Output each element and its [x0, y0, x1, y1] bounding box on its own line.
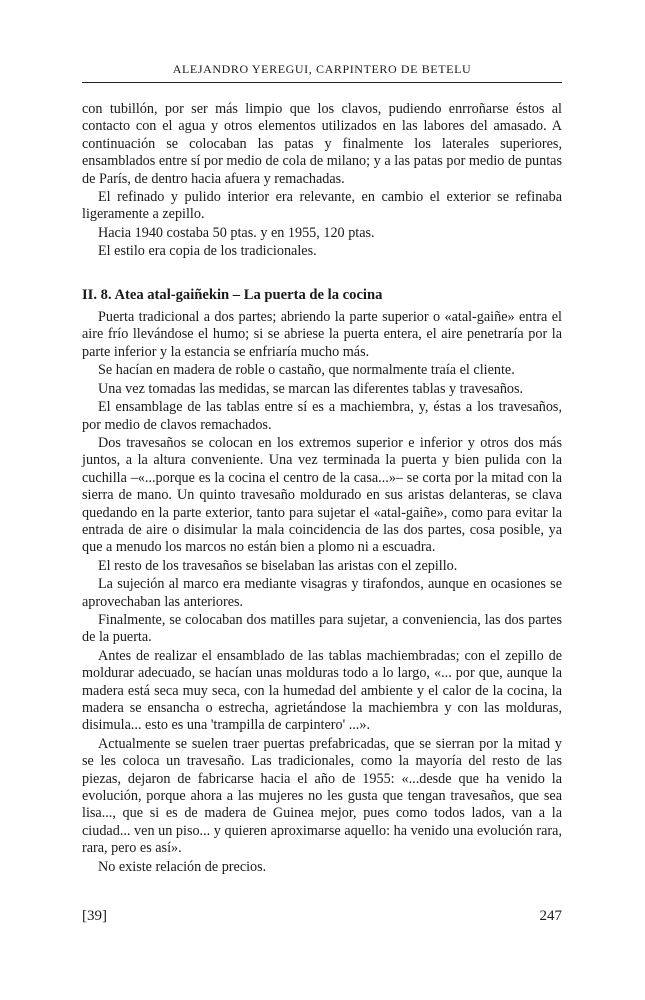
- paragraph: Dos travesaños se colocan en los extremos superior e inferior y otros dos más juntos, a la altura conveniente. Una vez terminada la puerta y bien pulida con la cuchilla –«...porque es la cocina el centro de la casa...»– se corta por la mitad con la sierra de mano. Un quinto travesaño moldurado en sus aristas delanteras, se clava quedando en la parte exterior, tanto para sujetar el «atal-gaiñe», como para evitar la entrada de aire o disimular la mala coincidencia de las dos partes, cosa posible, ya que a menudo los marcos no están bien a plomo ni a escuadra.: [82, 434, 562, 556]
- page: [82, 62, 562, 877]
- paragraph: Hacia 1940 costaba 50 ptas. y en 1955, 120 ptas.: [98, 224, 375, 241]
- paragraph: No existe relación de precios.: [98, 858, 267, 875]
- section-heading: II. 8. Atea atal-gaiñekin – La puerta de la cocina: [82, 286, 383, 303]
- paragraph: Una vez tomadas las medidas, se marcan las diferentes tablas y travesaños.: [98, 380, 524, 397]
- body-text: [82, 101, 562, 876]
- paragraph: El estilo era copia de los tradicionales.: [98, 243, 317, 260]
- running-head: ALEJANDRO YEREGUI, CARPINTERO DE BETELU: [82, 62, 562, 83]
- paragraph: Antes de realizar el ensamblado de las tablas machiembradas; con el zepillo de moldurar adecuado, se hacían unas molduras todo a lo largo, «... por que, aunque la madera está seca muy seca, con la humedad del ambiente y el calor de la cocina, la madera se ensancha o estrecha, agrietándose la machiembra y con las molduras, disimula... esto es una 'trampilla de carpintero' ...».: [82, 647, 562, 734]
- paragraph: Actualmente se suelen traer puertas prefabricadas, que se sierran por la mitad y se les coloca un travesaño. Las tradicionales, como la mayoría del resto de las piezas, dejaron de fabricarse hacia el año de 1955: «...desde que ha venido la evolución, porque ahora a las mujeres no les gusta que tengan travesaños, que sea lisa..., que si es de madera de Guinea mejor, pues como todos lados, van a la ciudad... ven un piso... y quieren aproximarse aquello: ha venido una evolución rara, rara, pero es así».: [82, 735, 562, 857]
- paragraph: El ensamblage de las tablas entre sí es a machiembra, y, éstas a los travesaños, por medio de clavos remachados.: [82, 399, 562, 433]
- paragraph: Puerta tradicional a dos partes; abriendo la parte superior o «atal-gaiñe» entra el aire frío llevándose el humo; si se abriese la puerta entera, el aire penetraría por la parte inferior y la estancia se enfriaría mucho más.: [82, 309, 562, 360]
- page-number: 247: [539, 908, 562, 924]
- page-footer: [82, 908, 562, 925]
- paragraph: Finalmente, se colocaban dos matilles para sujetar, a conveniencia, las dos partes de la puerta.: [82, 611, 562, 646]
- paragraph: con tubillón, por ser más limpio que los clavos, pudiendo enrroñarse éstos al contacto con el agua y otros elementos utilizados en las labores del amasado. A continuación se colocaban las patas y finalmente los laterales superiores, ensamblados entre sí por medio de cola de milano; y a las patas por medio de puntas de París, de dentro hacia afuera y remachadas.: [82, 101, 562, 187]
- paragraph: El resto de los travesaños se biselaban las aristas con el zepillo.: [98, 557, 458, 574]
- paragraph: El refinado y pulido interior era relevante, en cambio el exterior se refinaba ligeramente a zepillo.: [82, 189, 562, 223]
- paragraph: Se hacían en madera de roble o castaño, que normalmente traía el cliente.: [98, 362, 515, 379]
- paragraph: La sujeción al marco era mediante visagras y tirafondos, aunque en ocasiones se aprovechaban las anteriores.: [82, 576, 562, 610]
- section-page-ref: [39]: [82, 908, 107, 924]
